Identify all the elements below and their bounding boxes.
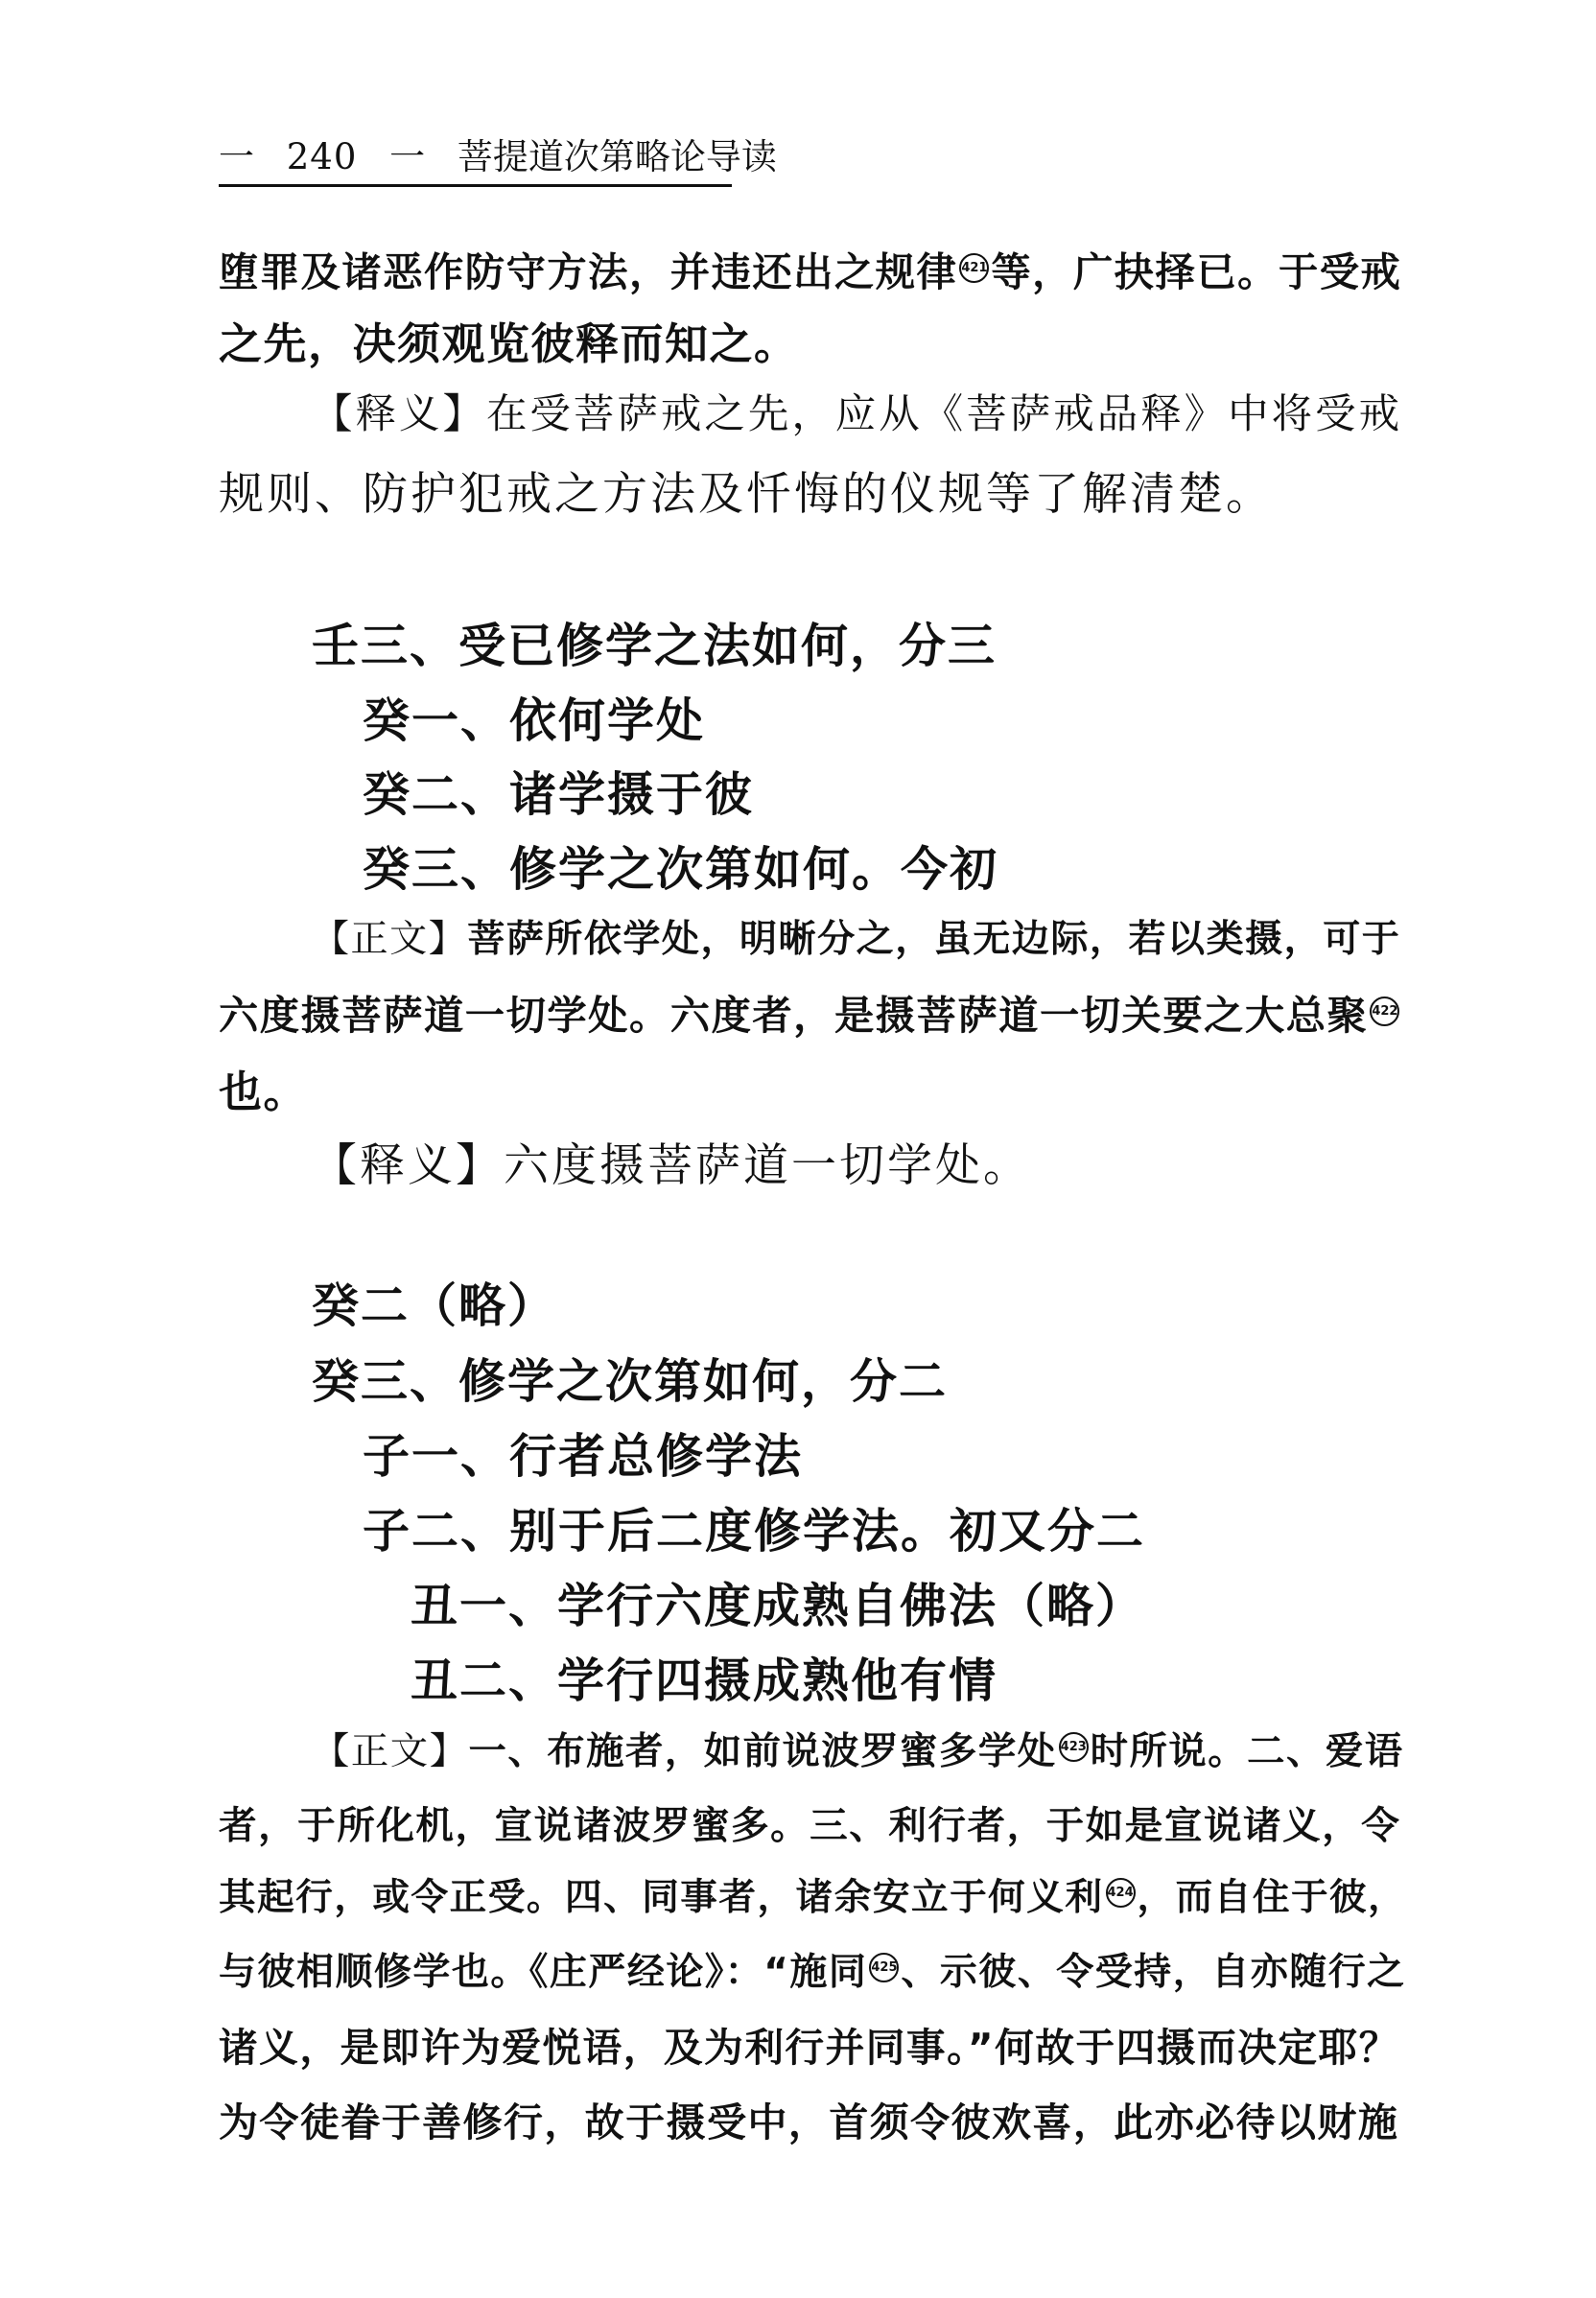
outline-heading: 丑二、学行四摄成熟他有情: [411, 1653, 998, 1708]
paragraph-line: [219, 1868, 1406, 1921]
outline-heading: 癸一、依何学处: [363, 693, 706, 748]
text-run: 时所说。二、爱语: [1090, 1729, 1404, 1773]
text-run: 与彼相顺修学也。《庄严经论》：“施同: [219, 1951, 868, 1994]
section-tag: 【释义】: [312, 1139, 504, 1192]
text-run: 六度摄菩萨道一切学处。: [504, 1139, 1031, 1192]
text-run: 、示彼、令受持，自亦随行之: [901, 1951, 1406, 1994]
paragraph-line: [312, 909, 1400, 963]
text-run: 等，广抉择已。于受戒: [991, 249, 1402, 295]
outline-heading: 子一、行者总修学法: [363, 1429, 804, 1484]
section-tag: 【正文】: [312, 918, 468, 961]
outline-heading: 壬三、受已修学之法如何，分三: [312, 619, 998, 673]
text-run: 也。: [219, 1067, 309, 1117]
footnote-marker: 421: [959, 253, 989, 283]
paragraph-line: [312, 1722, 1404, 1775]
text-run: 者，于所化机，宣说诸波罗蜜多。三、利行者，于如是宣说诸义，令: [219, 1804, 1401, 1848]
footnote-marker: 425: [869, 1953, 899, 1982]
running-header: [219, 134, 777, 187]
paragraph-line: [219, 458, 1274, 523]
text-run: 堕罪及诸恶作防守方法，并违还出之规律: [219, 249, 958, 295]
paragraph-line: [219, 1942, 1406, 1996]
text-run: 其起行，或令正受。四、同事者，诸余安立于何义利: [219, 1876, 1104, 1919]
paragraph-line: [219, 1795, 1400, 1850]
outline-heading: 丑一、学行六度成熟自佛法（略）: [411, 1579, 1145, 1633]
outline-heading: 癸三、修学之次第如何，分二: [312, 1354, 949, 1409]
header-dash-left: 一: [219, 136, 254, 177]
footnote-marker: 422: [1370, 997, 1399, 1026]
text-run: 规则、防护犯戒之方法及忏悔的仪规等了解清楚。: [219, 468, 1274, 521]
paragraph-line: [219, 1057, 308, 1119]
footnote-marker: 423: [1059, 1732, 1089, 1762]
text-run: 菩萨所依学处，明晰分之，虽无边际，若以类摄，可于: [467, 918, 1401, 961]
section-tag: 【正文】: [312, 1729, 469, 1773]
text-run: 一、布施者，如前说波罗蜜多学处: [468, 1729, 1057, 1773]
footnote-marker: 424: [1106, 1878, 1136, 1908]
text-run: 六度摄菩萨道一切学处。六度者，是摄菩萨道一切关要之大总聚: [219, 993, 1369, 1039]
paragraph-line: [312, 382, 1402, 440]
paragraph-line: [219, 983, 1401, 1041]
paragraph-line: [219, 2091, 1398, 2147]
page-number: 240: [286, 136, 358, 177]
paragraph-line: [312, 1130, 1031, 1194]
paragraph-line: [219, 2016, 1399, 2073]
text-run: 之先，决须观览彼释而知之。: [219, 318, 799, 369]
text-run: 诸义，是即许为爱悦语，及为利行并同事。”何故于四摄而决定耶？: [219, 2025, 1399, 2071]
outline-heading: 癸二（略）: [312, 1278, 557, 1333]
text-run: ，而自住于彼，: [1137, 1876, 1407, 1919]
text-run: 在受菩萨戒之先，应从《菩萨戒品释》中将受戒: [485, 391, 1403, 438]
outline-heading: 癸二、诸学摄于彼: [363, 767, 755, 822]
book-title: 菩提道次第略论导读: [457, 136, 777, 177]
outline-heading: 子二、别于后二度修学法。初又分二: [363, 1504, 1146, 1559]
section-tag: 【释义】: [312, 391, 486, 438]
header-dash-right: 一: [389, 136, 426, 177]
paragraph-line: [219, 240, 1401, 297]
text-run: 为令徒眷于善修行，故于摄受中，首须令彼欢喜，此亦必待以财施: [219, 2099, 1399, 2146]
paragraph-line: [219, 309, 799, 371]
outline-heading: 癸三、修学之次第如何。今初: [363, 842, 999, 897]
